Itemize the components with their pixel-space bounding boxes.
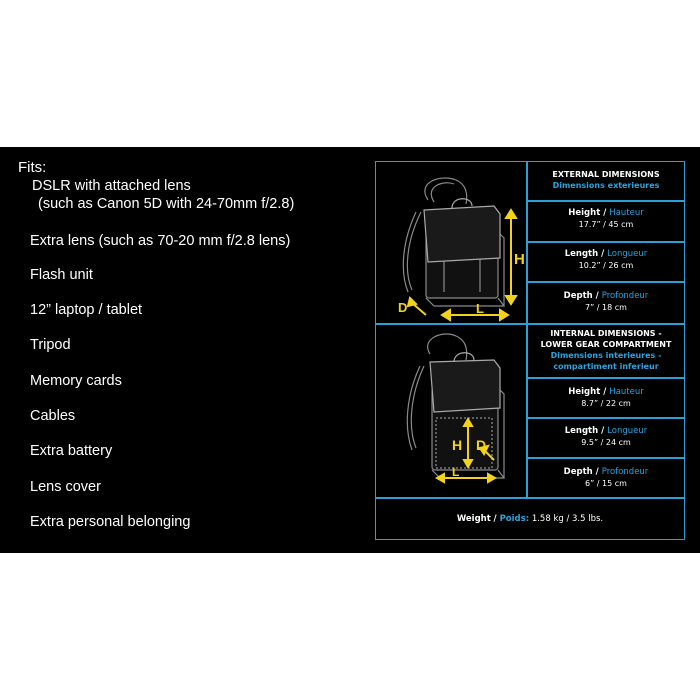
- fits-item: Extra personal belonging: [30, 514, 191, 530]
- divider: [526, 281, 684, 283]
- length-value: 9.5” / 24 cm: [581, 438, 631, 447]
- divider: [526, 457, 684, 459]
- fits-item: Extra battery: [30, 443, 113, 459]
- length-label-fr: Longueur: [607, 249, 648, 259]
- dimensions-table: [375, 161, 685, 540]
- fits-item: Extra lens (such as 70-20 mm f/2.8 lens): [30, 233, 291, 249]
- internal-depth-row: Depth / Profondeur 6” / 15 cm: [528, 466, 684, 489]
- weight-row: Weight / Poids: 1.58 kg / 3.5 lbs.: [456, 514, 604, 524]
- internal-dimensions-heading: [528, 328, 684, 372]
- fits-item: Tripod: [30, 337, 71, 353]
- height-letter: H: [452, 437, 463, 453]
- depth-letter: D: [476, 437, 487, 453]
- fits-item: Lens cover: [30, 479, 101, 495]
- divider: [526, 241, 684, 243]
- fits-item: Flash unit: [30, 267, 93, 283]
- depth-letter: D: [398, 300, 408, 315]
- weight-label-fr: Poids:: [499, 514, 530, 524]
- divider: [526, 200, 684, 202]
- depth-label: Depth: [563, 291, 593, 301]
- external-backpack-illustration: [386, 172, 525, 320]
- internal-length-row: Length / Longueur 9.5” / 24 cm: [528, 425, 684, 448]
- depth-label-fr: Profondeur: [601, 467, 649, 477]
- depth-value: 7” / 18 cm: [585, 303, 627, 312]
- divider: [526, 377, 684, 379]
- external-heading-en: EXTERNAL DIMENSIONS: [552, 170, 660, 179]
- internal-height-row: Height / Hauteur 8.7” / 22 cm: [528, 386, 684, 409]
- height-label: Height: [568, 208, 601, 218]
- external-length-row: Length / Longueur 10.2” / 26 cm: [528, 248, 684, 271]
- internal-heading-fr-2: compartiment inferieur: [553, 362, 659, 371]
- depth-label: Depth: [563, 467, 593, 477]
- fits-item: Memory cards: [30, 373, 122, 389]
- length-label-fr: Longueur: [607, 426, 648, 436]
- height-value: 8.7” / 22 cm: [581, 399, 631, 408]
- internal-backpack-illustration: [396, 332, 516, 490]
- external-height-row: Height / Hauteur 17.7” / 45 cm: [528, 207, 684, 230]
- length-letter: L: [452, 465, 460, 479]
- internal-heading-fr-1: Dimensions interieures -: [550, 351, 662, 360]
- depth-value: 6” / 15 cm: [585, 479, 627, 488]
- length-label: Length: [564, 249, 599, 259]
- divider: [526, 417, 684, 419]
- divider: [376, 497, 684, 499]
- weight-value: 1.58 kg / 3.5 lbs.: [531, 514, 604, 524]
- depth-label-fr: Profondeur: [601, 291, 649, 301]
- internal-heading-en-1: INTERNAL DIMENSIONS -: [550, 329, 662, 338]
- fits-item-dslr-example: (such as Canon 5D with 24-70mm f/2.8): [38, 196, 295, 212]
- fits-item: Cables: [30, 408, 76, 424]
- divider: [376, 323, 684, 325]
- fits-title: Fits:: [18, 159, 47, 176]
- height-value: 17.7” / 45 cm: [578, 220, 634, 229]
- height-letter: H: [514, 251, 525, 268]
- external-dimensions-heading: [528, 169, 684, 191]
- height-label-fr: Hauteur: [609, 208, 644, 218]
- length-value: 10.2” / 26 cm: [578, 261, 634, 270]
- fits-item: 12” laptop / tablet: [30, 302, 143, 318]
- fits-item-dslr: DSLR with attached lens: [32, 178, 191, 194]
- external-depth-row: Depth / Profondeur 7” / 18 cm: [528, 290, 684, 313]
- external-heading-fr: Dimensions exterieures: [552, 181, 660, 190]
- internal-heading-en-2: LOWER GEAR COMPARTMENT: [540, 340, 672, 349]
- length-label: Length: [564, 426, 599, 436]
- height-label: Height: [568, 387, 601, 397]
- length-letter: L: [476, 301, 484, 316]
- height-label-fr: Hauteur: [609, 387, 644, 397]
- weight-label: Weight: [456, 514, 491, 524]
- fits-list: [0, 147, 370, 553]
- product-spec-panel: [0, 147, 700, 553]
